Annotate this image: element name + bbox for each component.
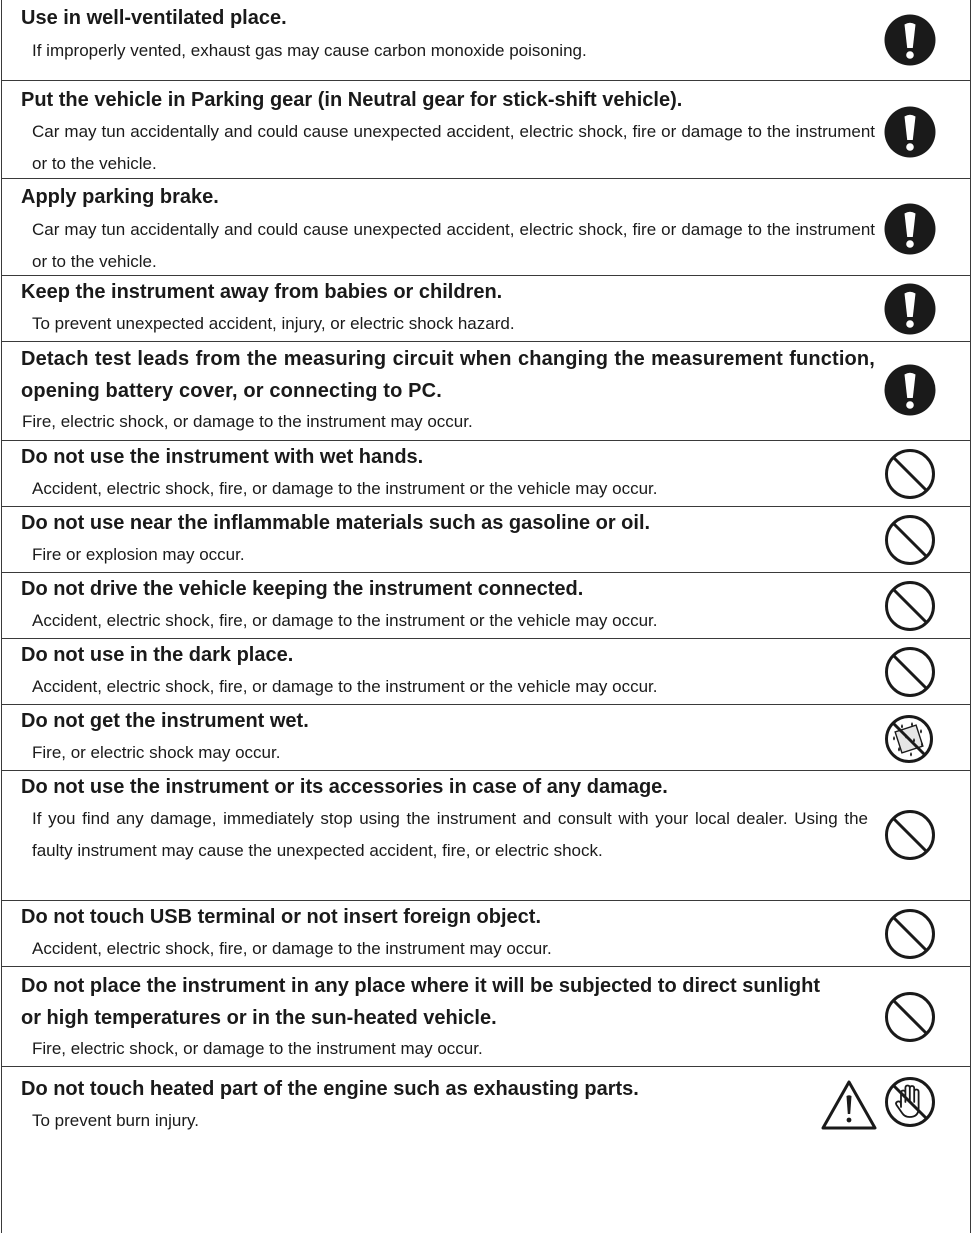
- precaution-title: Do not use in the dark place.: [21, 644, 294, 666]
- precaution-description: Accident, electric shock, fire, or damage to the instrument or the vehicle may occur.: [32, 611, 658, 630]
- prohibition-icon: [884, 908, 936, 960]
- prohibition-icon: [884, 809, 936, 861]
- mandatory-action-icon: [884, 106, 936, 158]
- precaution-description: Fire, electric shock, or damage to the instrument may occur.: [32, 1039, 483, 1058]
- right-border: [970, 0, 971, 1233]
- precaution-row: [2, 81, 970, 179]
- precaution-row: [2, 901, 970, 967]
- precaution-description: If you find any damage, immediately stop using the instrument and consult with your local dealer. Using the faulty instrument may cause the unexpected accident, fire, or electric shock.: [32, 809, 868, 860]
- precaution-title: Use in well-ventilated place.: [21, 7, 287, 29]
- mandatory-action-icon: [884, 364, 936, 416]
- precaution-description: Fire, or electric shock may occur.: [32, 743, 281, 762]
- precaution-title: Do not use near the inflammable materials such as gasoline or oil.: [21, 512, 651, 534]
- precaution-row: [2, 1067, 970, 1233]
- precaution-title: Put the vehicle in Parking gear (in Neutral gear for stick-shift vehicle).: [21, 89, 683, 111]
- prohibition-icon: [884, 448, 936, 500]
- mandatory-action-icon: [884, 283, 936, 335]
- prohibition-icon: [884, 514, 936, 566]
- precaution-title: Do not get the instrument wet.: [21, 710, 309, 732]
- precaution-title: Do not touch heated part of the engine such as exhausting parts.: [21, 1078, 639, 1100]
- precaution-description: If improperly vented, exhaust gas may cause carbon monoxide poisoning.: [32, 41, 587, 60]
- precaution-row: [2, 179, 970, 276]
- precaution-title: Do not use the instrument with wet hands.: [21, 446, 424, 468]
- precaution-row: [2, 276, 970, 342]
- precaution-description: Accident, electric shock, fire, or damage to the instrument may occur.: [32, 939, 552, 958]
- prohibition-icon: [884, 646, 936, 698]
- precaution-row: [2, 0, 970, 81]
- precaution-description: To prevent burn injury.: [32, 1111, 199, 1130]
- precaution-description: Accident, electric shock, fire, or damage to the instrument or the vehicle may occur.: [32, 479, 658, 498]
- precaution-title: Keep the instrument away from babies or children.: [21, 281, 503, 303]
- precaution-title: Do not place the instrument in any place where it will be subjected to direct sunlight or high temperatures or in the sun-heated vehicle.: [21, 975, 821, 1029]
- precaution-row: [2, 639, 970, 705]
- precaution-description: Car may tun accidentally and could cause unexpected accident, electric shock, fire or damage to the instrument or to the vehicle.: [32, 220, 875, 271]
- precaution-row: [2, 771, 970, 901]
- precaution-row: [2, 342, 970, 441]
- precaution-title: Apply parking brake.: [21, 186, 219, 208]
- precaution-row: [2, 705, 970, 771]
- precaution-description: Car may tun accidentally and could cause unexpected accident, electric shock, fire or damage to the instrument or to the vehicle.: [32, 122, 875, 173]
- prohibition-icon: [884, 991, 936, 1043]
- prohibition-icon: [884, 580, 936, 632]
- precaution-title: Detach test leads from the measuring circuit when changing the measurement function, opening battery cover, or connecting to PC.: [21, 348, 875, 402]
- precaution-row: [2, 967, 970, 1067]
- no-touch-hand-icon: [884, 1076, 936, 1128]
- mandatory-action-icon: [884, 203, 936, 255]
- precaution-title: Do not use the instrument or its accessories in case of any damage.: [21, 776, 668, 798]
- precaution-description: Fire, electric shock, or damage to the instrument may occur.: [22, 412, 473, 431]
- precaution-title: Do not touch USB terminal or not insert foreign object.: [21, 906, 542, 928]
- no-water-icon: [884, 714, 934, 764]
- precaution-row: [2, 573, 970, 639]
- precaution-description: To prevent unexpected accident, injury, or electric shock hazard.: [32, 314, 515, 333]
- precaution-title: Do not drive the vehicle keeping the instrument connected.: [21, 578, 584, 600]
- caution-icon: [820, 1079, 878, 1131]
- precaution-row: [2, 507, 970, 573]
- precaution-row: [2, 441, 970, 507]
- precaution-description: Fire or explosion may occur.: [32, 545, 245, 564]
- precaution-description: Accident, electric shock, fire, or damage to the instrument or the vehicle may occur.: [32, 677, 658, 696]
- mandatory-action-icon: [884, 14, 936, 66]
